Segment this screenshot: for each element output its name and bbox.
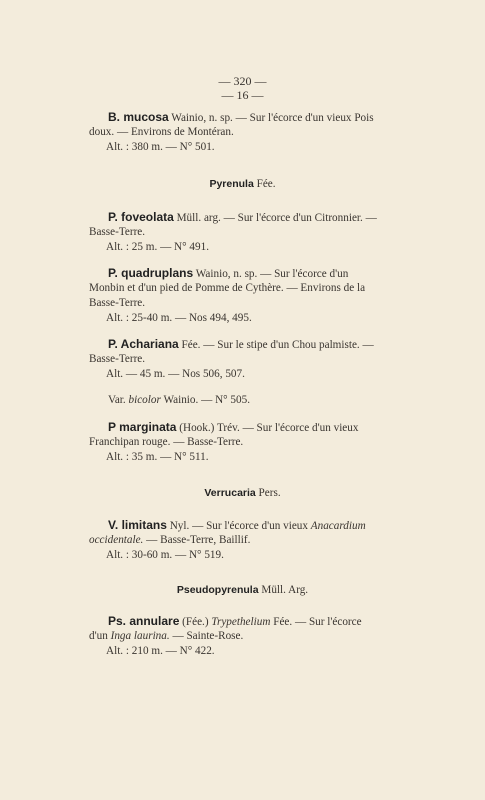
entry-text: (Fée.) [182,616,209,628]
genus-heading-pseudopyrenula [0,584,485,596]
entry-text: — Basse-Terre, Baillif. [146,534,251,546]
species-name: P. foveolata [108,210,174,224]
species-name: B. mucosa [108,110,169,124]
genus-author: Fée. [256,178,276,190]
entry-mucosa-line2: doux. — Environs de Montéran. [89,126,234,138]
entry-text: — Sainte-Rose. [172,630,244,642]
genus-author: Pers. [258,487,281,499]
entry-text: Fée. — Sur le stipe d'un Chou palmiste. — [181,339,374,351]
entry-text: Fée. — Sur l'écorce [273,616,362,628]
entry-text: Wainio, n. sp. — Sur l'écorce d'un vieux Pois [171,112,374,124]
entry-variety-bicolor [108,393,250,407]
entry-text: Wainio, n. sp. — Sur l'écorce d'un [195,268,349,280]
species-name: P. Achariana [108,337,179,351]
entry-limitans-line2 [89,533,250,547]
genus-name: Verrucaria [204,487,256,499]
entry-italic-text: Anacardium [310,520,366,532]
page-number-bottom: — 16 — [221,88,264,102]
variety-prefix: Var. [108,394,126,406]
entry-quadruplans-line1 [108,266,348,281]
entry-achariana-line2: Basse-Terre. [89,353,146,365]
entry-limitans-line1 [108,518,366,533]
entry-limitans-alt: Alt. : 30-60 m. — N° 519. [106,549,224,561]
entry-achariana-alt: Alt. — 45 m. — Nos 506, 507. [106,368,245,380]
genus-heading-verrucaria [0,487,485,499]
entry-text: d'un [89,630,108,642]
entry-annulare-alt: Alt. : 210 m. — N° 422. [106,645,215,657]
entry-foveolata-line1 [108,210,377,225]
variety-name: bicolor [128,394,161,406]
entry-marginata-alt: Alt. : 35 m. — N° 511. [106,451,209,463]
entry-achariana-line1 [108,337,374,352]
entry-quadruplans-line3: Basse-Terre. [89,297,146,309]
genus-heading-pyrenula [0,178,485,190]
species-name: Ps. annulare [108,614,180,628]
entry-text: Müll. arg. — Sur l'écorce d'un Citronnier. — [176,212,377,224]
entry-marginata-line2: Franchipan rouge. — Basse-Terre. [89,436,244,448]
entry-italic-text: occidentale. [89,534,144,546]
entry-quadruplans-line2: Monbin et d'un pied de Pomme de Cythère. — Environs de la [89,282,366,294]
entry-annulare-line2 [89,629,243,643]
genus-author: Müll. Arg. [261,584,309,596]
entry-quadruplans-alt: Alt. : 25-40 m. — Nos 494, 495. [106,312,252,324]
entry-foveolata-line2: Basse-Terre. [89,226,146,238]
entry-mucosa-line1 [108,110,374,125]
variety-text: Wainio. — N° 505. [163,394,250,406]
species-name: P. quadruplans [108,266,194,280]
page-number-top: — 320 — [218,74,267,88]
entry-italic-text: Trypethelium [211,616,271,628]
species-name: V. limitans [108,518,167,532]
entry-foveolata-alt: Alt. : 25 m. — N° 491. [106,241,209,253]
entry-marginata-line1 [108,420,358,435]
entry-mucosa-alt: Alt. : 380 m. — N° 501. [106,141,215,153]
species-name: P marginata [108,420,177,434]
entry-italic-text: Inga laurina. [110,630,170,642]
genus-name: Pyrenula [209,178,254,190]
entry-annulare-line1 [108,614,362,629]
entry-text: (Hook.) Trév. — Sur l'écorce d'un vieux [179,422,359,434]
entry-text: Nyl. — Sur l'écorce d'un vieux [169,520,308,532]
genus-name: Pseudopyrenula [176,584,259,596]
